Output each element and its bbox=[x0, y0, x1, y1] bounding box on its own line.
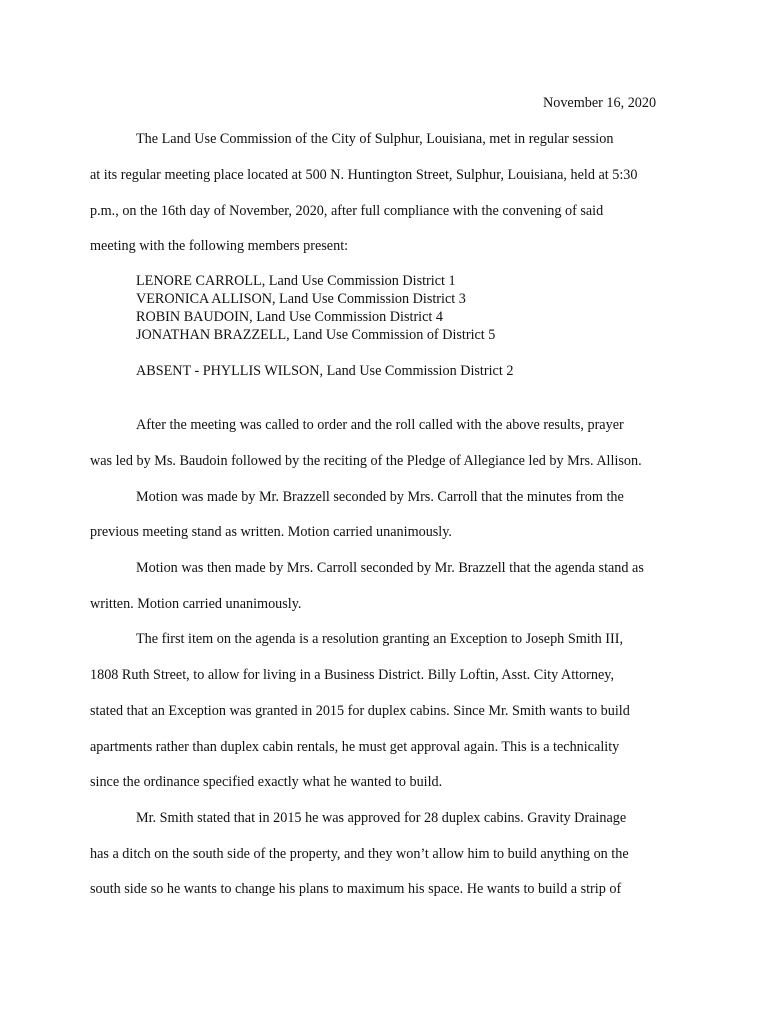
smith-statement-line-2: has a ditch on the south side of the property, and they won’t allow him to build anything on the bbox=[90, 846, 629, 862]
intro-line-3: p.m., on the 16th day of November, 2020, after full compliance with the convening of said bbox=[90, 203, 604, 219]
member-present-1: LENORE CARROLL, Land Use Commission District 1 bbox=[136, 273, 456, 289]
minutes-motion-line-1: Motion was made by Mr. Brazzell seconded by Mrs. Carroll that the minutes from the bbox=[136, 489, 624, 505]
intro-line-2: at its regular meeting place located at 500 N. Huntington Street, Sulphur, Louisiana, held at 5:30 bbox=[90, 167, 638, 183]
prayer-line-1: After the meeting was called to order and the roll called with the above results, prayer bbox=[136, 417, 624, 433]
member-present-4: JONATHAN BRAZZELL, Land Use Commission of District 5 bbox=[136, 327, 496, 343]
member-absent: ABSENT - PHYLLIS WILSON, Land Use Commission District 2 bbox=[136, 363, 514, 379]
smith-statement-line-3: south side so he wants to change his plans to maximum his space. He wants to build a strip of bbox=[90, 881, 622, 897]
member-present-2: VERONICA ALLISON, Land Use Commission District 3 bbox=[136, 291, 466, 307]
minutes-motion-line-2: previous meeting stand as written. Motion carried unanimously. bbox=[90, 524, 452, 540]
prayer-line-2: was led by Ms. Baudoin followed by the reciting of the Pledge of Allegiance led by Mrs. Allison. bbox=[90, 453, 642, 469]
first-item-line-3: stated that an Exception was granted in 2015 for duplex cabins. Since Mr. Smith wants to build bbox=[90, 703, 630, 719]
first-item-line-1: The first item on the agenda is a resolution granting an Exception to Joseph Smith III, bbox=[136, 631, 623, 647]
intro-line-1: The Land Use Commission of the City of Sulphur, Louisiana, met in regular session bbox=[136, 131, 614, 147]
agenda-motion-line-2: written. Motion carried unanimously. bbox=[90, 596, 302, 612]
smith-statement-line-1: Mr. Smith stated that in 2015 he was approved for 28 duplex cabins. Gravity Drainage bbox=[136, 810, 627, 826]
first-item-line-4: apartments rather than duplex cabin rentals, he must get approval again. This is a technicality bbox=[90, 739, 620, 755]
first-item-line-2: 1808 Ruth Street, to allow for living in a Business District. Billy Loftin, Asst. City Attorney, bbox=[90, 667, 615, 683]
intro-line-4: meeting with the following members present: bbox=[90, 238, 349, 254]
first-item-line-5: since the ordinance specified exactly what he wanted to build. bbox=[90, 774, 443, 790]
member-present-3: ROBIN BAUDOIN, Land Use Commission District 4 bbox=[136, 309, 443, 325]
agenda-motion-line-1: Motion was then made by Mrs. Carroll seconded by Mr. Brazzell that the agenda stand as bbox=[136, 560, 644, 576]
meeting-date: November 16, 2020 bbox=[543, 95, 657, 111]
